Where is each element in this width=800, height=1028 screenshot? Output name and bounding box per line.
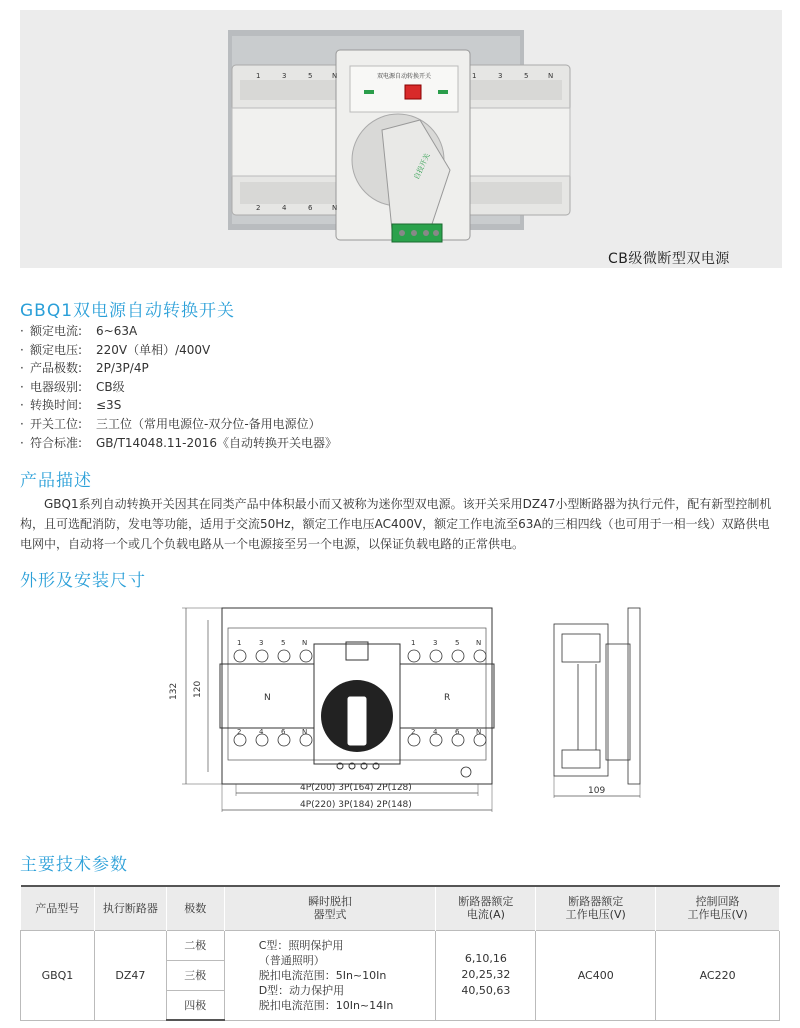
switch-label: 自投开关 [412,152,432,181]
dim-bottom-terminal-2-left: 2 [237,728,242,736]
header-line: 产品型号 [35,901,80,915]
right-terminal-1: 1 [472,72,477,80]
trip-line: 脱扣电流范围：10In~14In [258,998,394,1012]
dim-top-terminal-5-left: 5 [281,639,286,647]
current-line: 40,50,63 [461,984,511,997]
left-terminal-3: 3 [282,72,287,80]
spec-item [20,396,337,415]
header-line: 断路器额定 [568,895,624,909]
height-outer-label: 132 [169,682,179,700]
dim-top-terminal-n-left: N [302,639,308,647]
left-source-label: N [264,693,271,703]
dim-top-terminal-3-left: 3 [259,639,264,647]
dimension-drawing [160,600,680,820]
header-line: 执行断路器 [102,901,158,915]
right-terminal-3: 3 [498,72,503,80]
dim-bottom-terminal-4-right: 4 [433,728,438,736]
spec-label: 产品极数: [30,361,83,376]
dim-bottom-terminal-n-right: N [476,728,482,736]
bullet-icon: · [20,361,24,376]
spec-item [20,359,337,378]
width-outer-label: 4P(220) 3P(184) 2P(148) [300,800,412,810]
device-label: 双电源自动转换开关 [376,73,432,80]
spec-label: 电器级别: [30,379,83,394]
ground-icon [461,767,471,777]
current-line: 20,25,32 [461,968,511,981]
bottom-terminal-n: N [332,204,338,212]
dim-bottom-terminal-2-right: 2 [411,728,416,736]
trip-line: 脱扣电流范围：5In~10In [258,968,387,982]
spec-value: 6~63A [96,324,138,338]
product-photo [20,10,782,268]
trip-line: D型：动力保护用 [258,983,345,997]
product-title: GBQ1双电源自动转换开关 [20,301,236,321]
right-terminal-5: 5 [524,72,529,80]
header-control-voltage [656,886,780,930]
model-cell: GBQ1 [21,930,95,1020]
header-line: 工作电压(V) [687,908,748,922]
dim-bottom-terminal-4-left: 4 [259,728,264,736]
params-header-row [21,886,780,930]
product-photo-panel [20,10,782,268]
bottom-terminal-6: 6 [308,204,313,212]
table-row [21,930,780,960]
bullet-icon: · [20,416,24,431]
dim-top-terminal-n-right: N [476,639,482,647]
spec-list [20,322,337,452]
hero-caption: CB级微断型双电源 [608,251,730,267]
header-line: 瞬时脱扣 [308,895,353,909]
dim-bottom-terminal-6-right: 6 [455,728,460,736]
header-trip-type [224,886,436,930]
left-terminal-n: N [332,72,338,80]
header-rated-current [436,886,536,930]
header-line: 断路器额定 [458,895,514,909]
spec-item [20,434,337,453]
pole-cell-4: 四极 [166,990,224,1020]
pole-cell-2: 二极 [166,930,224,960]
spec-label: 符合标准: [30,435,83,450]
header-poles [166,886,224,930]
breaker-cell: DZ47 [94,930,166,1020]
spec-label: 转换时间: [30,398,83,413]
description-text: GBQ1系列自动转换开关因其在同类产品中体积最小而又被称为迷你型双电源。该开关采用DZ47小型断路器为执行元件，配有新型控制机构，且可选配消防，发电等功能，适用于交流50Hz，额定工作电压AC400V，额定工作电流至63A的三相四线（也可用于一相一线）双路供电电网中，自动将一个或几个负载电路从一个电源接至另一个电源，以保证负载电路的正常供电。 [20,497,772,551]
bullet-icon: · [20,324,24,338]
spec-value: CB级 [96,379,125,394]
spec-item [20,341,337,360]
params-title: 主要技术参数 [20,855,128,875]
spec-item [20,415,337,434]
pole-cell-3: 三极 [166,960,224,990]
spec-label: 开关工位: [30,416,83,431]
spec-label: 额定电流: [30,324,83,338]
control-voltage-cell: AC220 [656,930,780,1020]
spec-item [20,378,337,397]
header-line: 控制回路 [695,895,740,909]
bottom-terminal-2: 2 [256,204,261,212]
header-breaker [94,886,166,930]
voltage-cell: AC400 [536,930,656,1020]
dimensions-title: 外形及安装尺寸 [20,571,146,591]
spec-value: 2P/3P/4P [96,361,149,376]
current-cell [436,930,536,1020]
left-terminal-1: 1 [256,72,261,80]
header-rated-voltage [536,886,656,930]
dim-bottom-terminal-6-left: 6 [281,728,286,736]
spec-item [20,322,337,341]
trip-type-cell [224,930,436,1020]
depth-label: 109 [588,786,606,796]
header-model [21,886,95,930]
spec-label: 额定电压: [30,342,83,357]
dim-bottom-terminal-n-left: N [302,728,308,736]
bullet-icon: · [20,435,24,450]
dim-top-terminal-5-right: 5 [455,639,460,647]
dim-top-terminal-1-left: 1 [237,639,242,647]
current-line: 6,10,16 [464,952,507,965]
header-line: 电流(A) [466,908,505,922]
spec-value: 220V（单相）/400V [96,342,211,357]
left-terminal-5: 5 [308,72,313,80]
params-table [20,885,780,1021]
bottom-terminal-4: 4 [282,204,287,212]
trip-line: C型：照明保护用 [258,938,344,952]
dim-top-terminal-3-right: 3 [433,639,438,647]
width-inner-label: 4P(200) 3P(164) 2P(128) [300,783,412,793]
right-terminal-n: N [548,72,554,80]
bullet-icon: · [20,342,24,357]
right-source-label: R [444,693,451,703]
bullet-icon: · [20,398,24,413]
header-line: 极数 [184,901,207,915]
height-inner-label: 120 [193,680,203,698]
trip-line: （普通照明） [258,953,325,967]
header-line: 器型式 [313,908,347,922]
description-title: 产品描述 [20,471,92,491]
dim-top-terminal-1-right: 1 [411,639,416,647]
bullet-icon: · [20,379,24,394]
spec-value: GB/T14048.11-2016《自动转换开关电器》 [96,435,338,450]
spec-value: ≤3S [96,398,122,413]
spec-value: 三工位（常用电源位-双分位-备用电源位） [96,416,321,431]
header-line: 工作电压(V) [565,908,626,922]
